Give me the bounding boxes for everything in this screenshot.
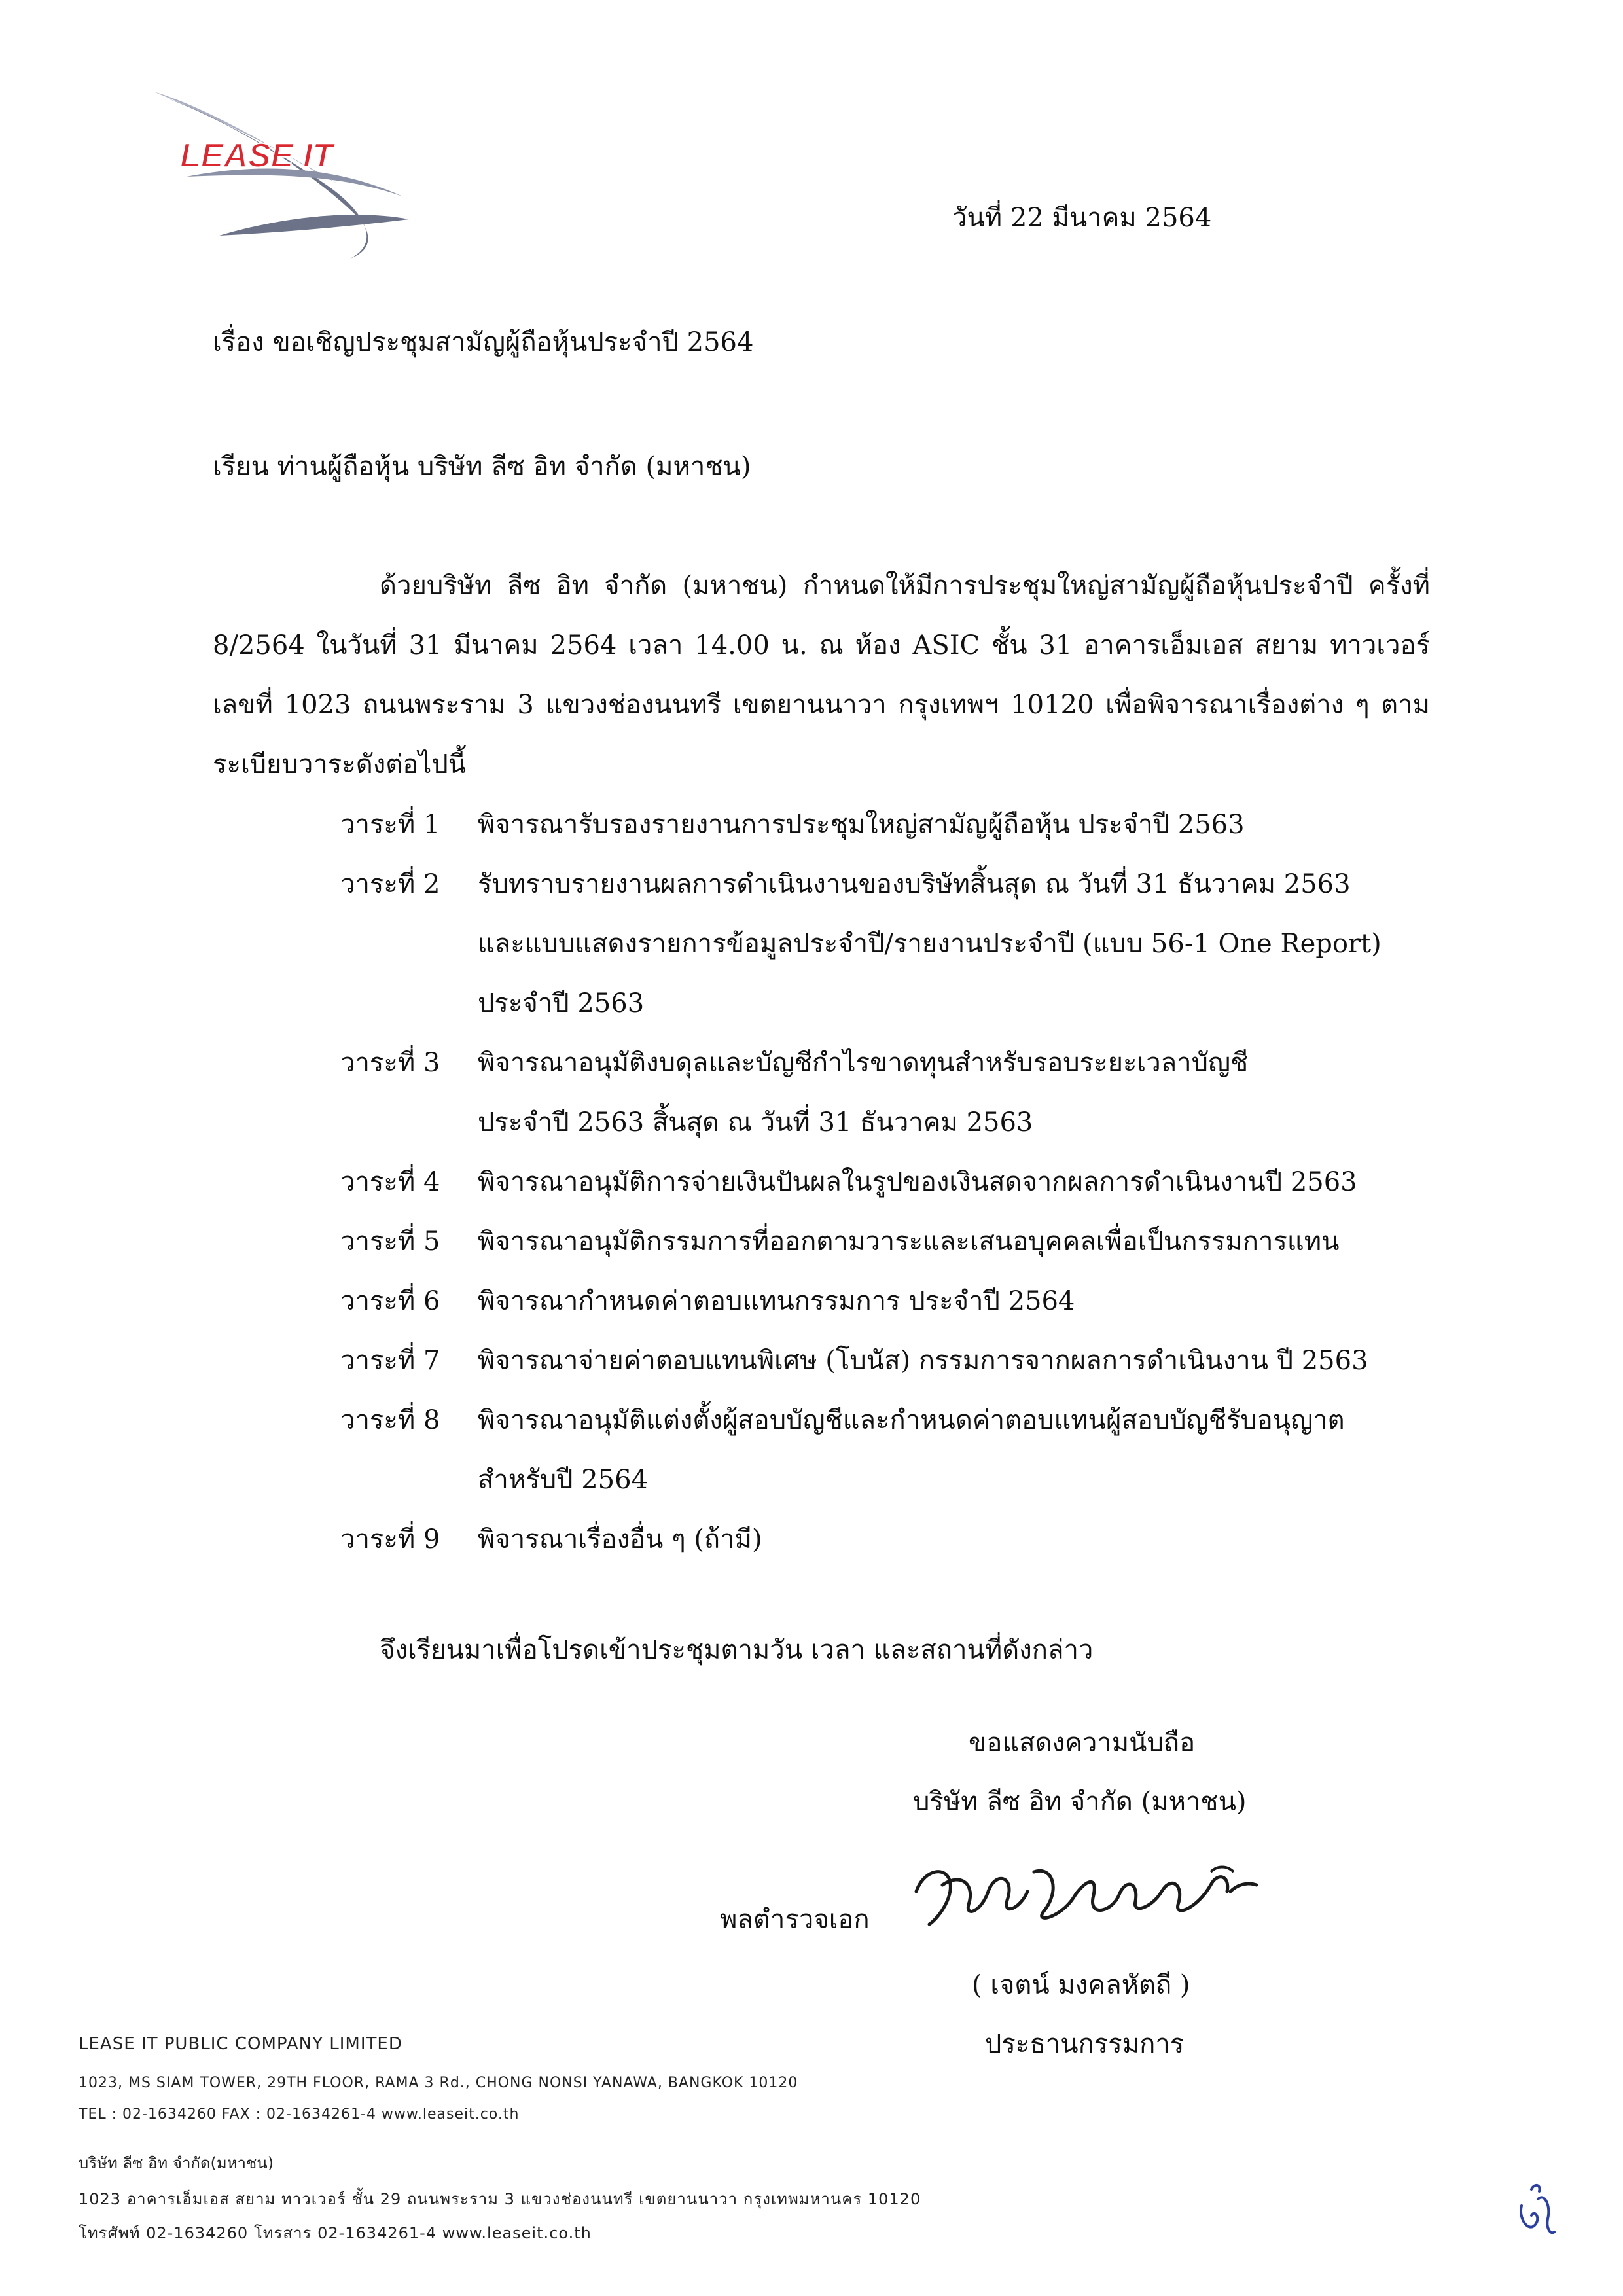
agenda-item-text: [478, 1391, 1453, 1510]
footer-company-en: LEASE IT PUBLIC COMPANY LIMITED: [79, 2034, 402, 2054]
agenda-item: [340, 1331, 1453, 1391]
agenda-item: [340, 855, 1453, 1033]
letter-recipient: เรียน ท่านผู้ถือหุ้น บริษัท ลีซ อิท จำกัด (มหาชน): [213, 452, 751, 482]
agenda-item-number: วาระที่ 5: [340, 1227, 440, 1257]
agenda-item: [340, 1153, 1453, 1212]
agenda-item-text: [478, 1331, 1453, 1391]
agenda-item: [340, 1510, 1453, 1570]
agenda-item: [340, 795, 1453, 855]
agenda-item-line: พิจารณาอนุมัติงบดุลและบัญชีกำไรขาดทุนสำหรับรอบระยะเวลาบัญชี: [478, 1048, 1249, 1078]
signer-rank: พลตำรวจเอก: [720, 1905, 870, 1935]
agenda-item-number: วาระที่ 2: [340, 869, 440, 899]
agenda-item-number: วาระที่ 3: [340, 1048, 440, 1078]
agenda-item-line: พิจารณาเรื่องอื่น ๆ (ถ้ามี): [478, 1524, 762, 1554]
agenda-item-text: [478, 1212, 1453, 1272]
agenda-item-line: พิจารณาอนุมัติกรรมการที่ออกตามวาระและเสนอบุคคลเพื่อเป็นกรรมการแทน: [478, 1227, 1340, 1257]
agenda-item-text: [478, 795, 1453, 855]
signer-name: ( เจตน์ มงคลหัตถี ): [972, 1970, 1190, 2000]
agenda-item-number: วาระที่ 7: [340, 1346, 440, 1376]
agenda-item-text: [478, 1510, 1453, 1570]
agenda-item-line: พิจารณาอนุมัติแต่งตั้งผู้สอบบัญชีและกำหนดค่าตอบแทนผู้สอบบัญชีรับอนุญาต: [478, 1405, 1345, 1435]
agenda-item-text: [478, 1153, 1453, 1212]
lease-it-logo: [141, 85, 416, 262]
footer-contact-en: TEL : 02-1634260 FAX : 02-1634261-4 www.leaseit.co.th: [79, 2106, 520, 2123]
logo-text: LEASE IT: [180, 137, 334, 175]
agenda-item-line: และแบบแสดงรายการข้อมูลประจำปี/รายงานประจำปี (แบบ 56-1 One Report): [478, 929, 1382, 959]
agenda-item-number: วาระที่ 9: [340, 1524, 440, 1554]
agenda-item: [340, 1272, 1453, 1331]
regards-line: ขอแสดงความนับถือ: [969, 1728, 1196, 1758]
handwritten-initials: [1512, 2179, 1558, 2245]
agenda-item-line: ประจำปี 2563: [478, 988, 645, 1018]
agenda-item-text: [478, 1272, 1453, 1331]
agenda-item: [340, 1212, 1453, 1272]
agenda-item-line: รับทราบรายงานผลการดำเนินงานของบริษัทสิ้นสุด ณ วันที่ 31 ธันวาคม 2563: [478, 869, 1351, 899]
agenda-item-text: [478, 1033, 1453, 1153]
handwritten-signature: [903, 1846, 1270, 1950]
agenda-item: [340, 1391, 1453, 1510]
letter-date: วันที่ 22 มีนาคม 2564: [952, 203, 1212, 233]
letter-subject: เรื่อง ขอเชิญประชุมสามัญผู้ถือหุ้นประจำปี 2564: [213, 327, 754, 357]
signer-position: ประธานกรรมการ: [985, 2029, 1185, 2059]
agenda-item: [340, 1033, 1453, 1153]
closing-sentence: จึงเรียนมาเพื่อโปรดเข้าประชุมตามวัน เวลา และสถานที่ดังกล่าว: [380, 1635, 1094, 1665]
agenda-list: [340, 795, 1453, 1570]
agenda-item-line: พิจารณารับรองรายงานการประชุมใหญ่สามัญผู้ถือหุ้น ประจำปี 2563: [478, 810, 1245, 840]
intro-paragraph-text: ด้วยบริษัท ลีซ อิท จำกัด (มหาชน) กำหนดให้มีการประชุมใหญ่สามัญผู้ถือหุ้นประจำปี ครั้งที่ 8/2564 ในวันที่ 31 มีนาคม 2564 เวลา 14.00 น. ณ ห้อง ASIC ชั้น 31 อาคารเอ็มเอส สยาม ทาวเวอร์ เลขที่ 1023 ถนนพระราม 3 แขวงช่องนนทรี เขตยานนาวา กรุงเทพฯ 10120 เพื่อพิจารณาเรื่องต่าง ๆ ตามระเบียบวาระดังต่อไปนี้: [213, 571, 1430, 780]
footer-company-th: บริษัท ลีซ อิท จำกัด(มหาชน): [79, 2154, 274, 2172]
agenda-item-line: พิจารณาอนุมัติการจ่ายเงินปันผลในรูปของเงินสดจากผลการดำเนินงานปี 2563: [478, 1167, 1357, 1197]
footer-contact-th: โทรศัพท์ 02-1634260 โทรสาร 02-1634261-4 www.leaseit.co.th: [79, 2224, 592, 2242]
footer-address-en: 1023, MS SIAM TOWER, 29TH FLOOR, RAMA 3 Rd., CHONG NONSI YANAWA, BANGKOK 10120: [79, 2075, 798, 2091]
agenda-item-number: วาระที่ 8: [340, 1405, 440, 1435]
intro-paragraph: [213, 556, 1430, 795]
agenda-item-number: วาระที่ 4: [340, 1167, 440, 1197]
footer-address-th: 1023 อาคารเอ็มเอส สยาม ทาวเวอร์ ชั้น 29 ถนนพระราม 3 แขวงช่องนนทรี เขตยานนาวา กรุงเทพมหานคร 10120: [79, 2190, 921, 2208]
agenda-item-text: [478, 855, 1453, 1033]
agenda-item-line: พิจารณากำหนดค่าตอบแทนกรรมการ ประจำปี 2564: [478, 1286, 1075, 1316]
company-name-thai: บริษัท ลีซ อิท จำกัด (มหาชน): [913, 1787, 1247, 1817]
agenda-item-number: วาระที่ 1: [340, 810, 440, 840]
agenda-item-line: สำหรับปี 2564: [478, 1465, 649, 1495]
agenda-item-line: ประจำปี 2563 สิ้นสุด ณ วันที่ 31 ธันวาคม 2563: [478, 1107, 1033, 1138]
agenda-item-number: วาระที่ 6: [340, 1286, 440, 1316]
agenda-item-line: พิจารณาจ่ายค่าตอบแทนพิเศษ (โบนัส) กรรมการจากผลการดำเนินงาน ปี 2563: [478, 1346, 1368, 1376]
